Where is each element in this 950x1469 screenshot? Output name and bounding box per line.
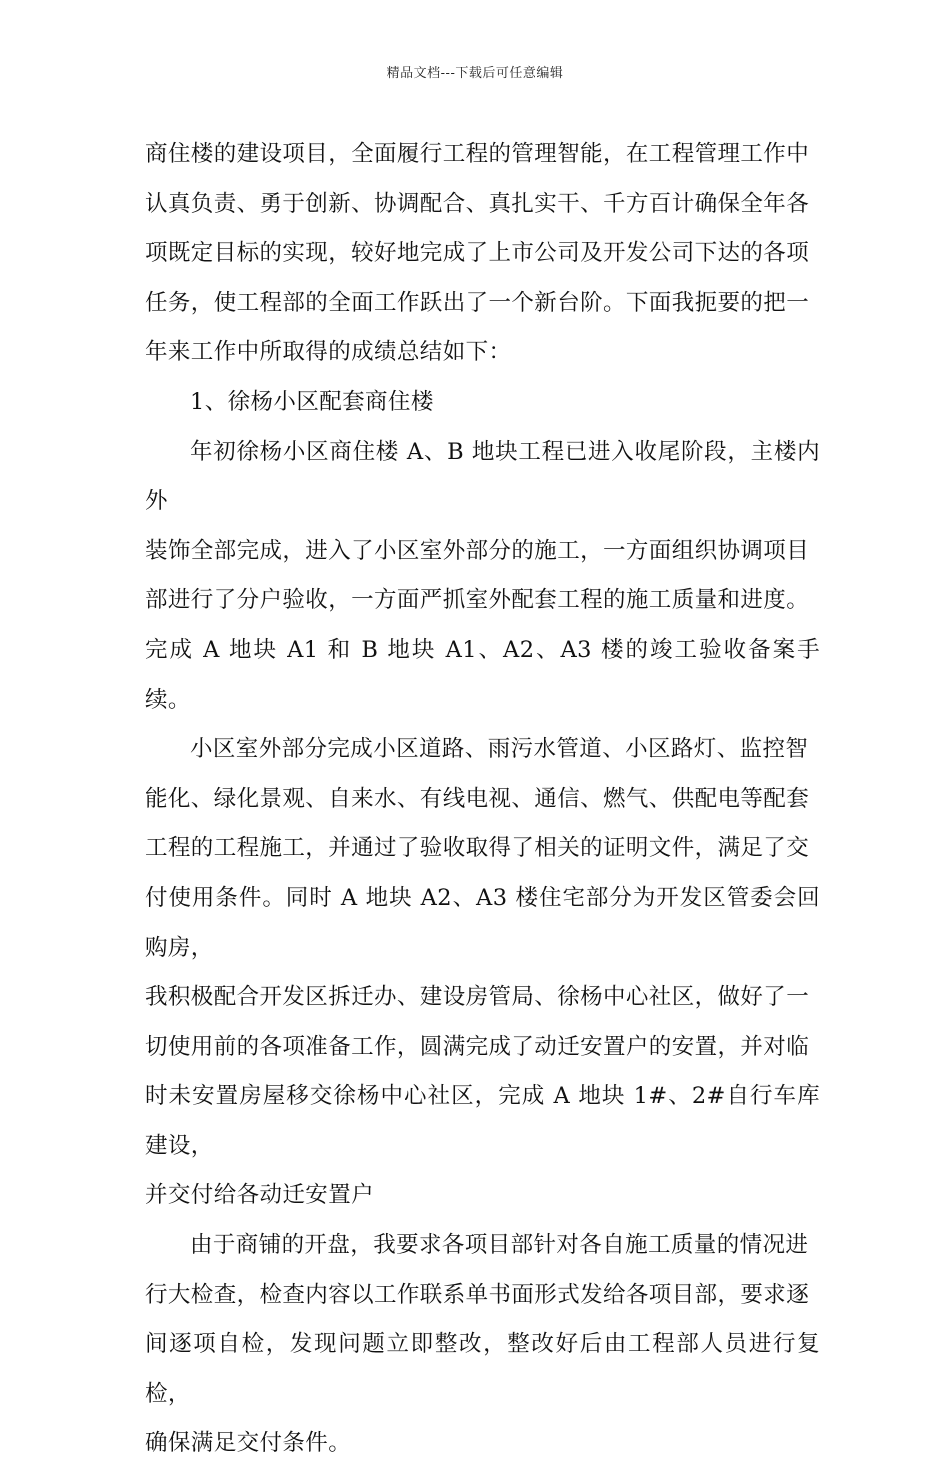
text-line: 任务，使工程部的全面工作跃出了一个新台阶。下面我扼要的把一	[145, 289, 810, 316]
page-header: 精品文档---下载后可任意编辑	[386, 66, 564, 81]
text-line: 切使用前的各项准备工作，圆满完成了动迁安置户的安置，并对临	[145, 1033, 810, 1060]
section-heading	[145, 378, 820, 428]
text-line: 年初徐杨小区商住楼 A、B 地块工程已进入收尾阶段，主楼内外	[145, 438, 820, 515]
paragraph-outdoor	[145, 725, 820, 1221]
text-line: 付使用条件。同时 A 地块 A2、A3 楼住宅部分为开发区管委会回购房，	[145, 884, 820, 961]
text-line: 1、徐杨小区配套商住楼	[190, 388, 434, 415]
text-line: 能化、绿化景观、自来水、有线电视、通信、燃气、供配电等配套	[145, 785, 810, 812]
text-line: 小区室外部分完成小区道路、雨污水管道、小区路灯、监控智	[190, 736, 809, 763]
text-line: 装饰全部完成，进入了小区室外部分的施工，一方面组织协调项目	[145, 537, 810, 564]
text-line: 工程的工程施工，并通过了验收取得了相关的证明文件，满足了交	[145, 835, 810, 862]
text-line: 我积极配合开发区拆迁办、建设房管局、徐杨中心社区，做好了一	[145, 984, 810, 1011]
text-line: 由于商铺的开盘，我要求各项目部针对各自施工质量的情况进	[190, 1232, 809, 1259]
paragraph-intro	[145, 130, 820, 378]
text-line: 时未安置房屋移交徐杨中心社区，完成 A 地块 1#、2#自行车库建设，	[145, 1083, 820, 1159]
document-body	[145, 130, 820, 1469]
paragraph-progress	[145, 428, 820, 726]
text-line: 商住楼的建设项目，全面履行工程的管理智能，在工程管理工作中	[145, 141, 810, 167]
text-line: 间逐项自检，发现问题立即整改，整改好后由工程部人员进行复检，	[145, 1331, 820, 1407]
text-line: 行大检查，检查内容以工作联系单书面形式发给各项目部，要求逐	[145, 1281, 810, 1308]
text-line: 确保满足交付条件。	[145, 1430, 352, 1457]
paragraph-inspection	[145, 1221, 820, 1469]
text-line: 年来工作中所取得的成绩总结如下：	[145, 339, 512, 366]
text-line: 部进行了分户验收，一方面严抓室外配套工程的施工质量和进度。	[145, 587, 810, 614]
text-line: 认真负责、勇于创新、协调配合、真扎实干、千方百计确保全年各	[145, 190, 810, 217]
text-line: 项既定目标的实现，较好地完成了上市公司及开发公司下达的各项	[145, 240, 810, 267]
text-line: 完成 A 地块 A1 和 B 地块 A1、A2、A3 楼的竣工验收备案手续。	[145, 636, 820, 713]
text-line: 并交付给各动迁安置户	[145, 1182, 375, 1209]
